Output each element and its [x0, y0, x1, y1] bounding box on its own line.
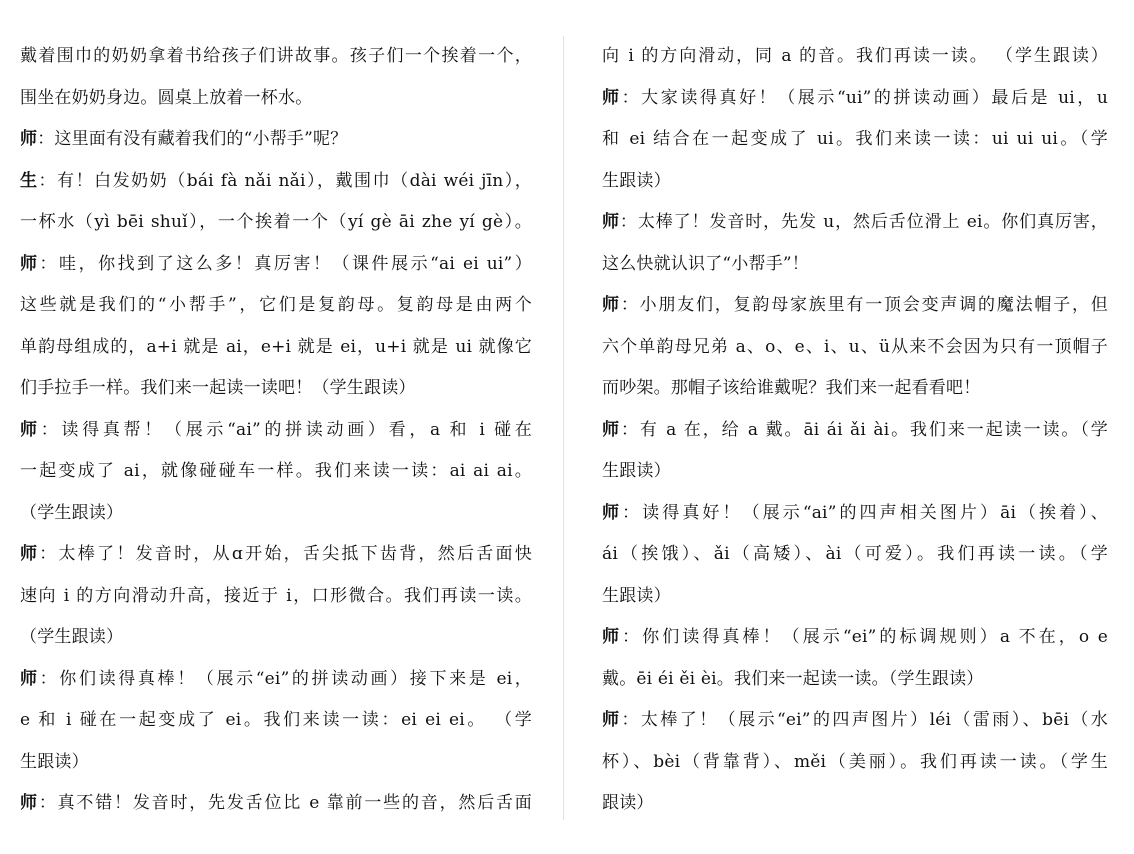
text-line [20, 700, 532, 742]
speaker-label: 师 [602, 627, 623, 647]
line-text: 和 ei 结合在一起变成了 ui。我们来读一读：ui ui ui。（学 [602, 129, 1108, 149]
text-line [20, 285, 532, 327]
text-line [602, 659, 1108, 701]
line-text: ái（挨饿）、ǎi（高矮）、ài（可爱）。我们再读一读。（学 [602, 544, 1108, 564]
speaker-label: 师 [602, 87, 622, 108]
speaker-label: 生 [20, 170, 39, 191]
text-line [602, 700, 1108, 742]
speaker-label: 师 [20, 419, 41, 440]
right-text-column [602, 36, 1108, 825]
text-line [20, 244, 532, 286]
line-text: ：读得真帮！（展示“ai”的拼读动画）看，a 和 i 碰在 [40, 419, 532, 440]
line-text: 戴着围巾的奶奶拿着书给孩子们讲故事。孩子们一个挨着一个， [20, 46, 532, 66]
line-text: （学生跟读） [20, 627, 124, 647]
line-text: 生跟读） [602, 585, 671, 606]
line-text: ：哇，你找到了这么多！真厉害！（课件展示“ai ei ui”） [39, 253, 532, 274]
line-text: （学生跟读） [20, 502, 124, 523]
text-line [602, 327, 1108, 369]
line-text: 向 i 的方向滑动，同 a 的音。我们再读一读。 （学生跟读） [602, 46, 1108, 66]
text-line [20, 617, 532, 659]
line-text: 一杯水（yì bēi shuǐ），一个挨着一个（yí gè āi zhe yí gè）。 [20, 212, 532, 232]
speaker-label: 师 [20, 793, 39, 813]
text-line [20, 742, 532, 784]
line-text: 生跟读） [602, 170, 671, 191]
speaker-label: 师 [602, 212, 620, 232]
text-line [20, 659, 532, 701]
line-text: ：你们读得真棒！（展示“ei”的标调规则）a 不在，o e [622, 627, 1108, 647]
line-text: ：你们读得真棒！（展示“ei”的拼读动画）接下来是 ei， [39, 668, 532, 689]
text-line [602, 368, 1108, 410]
line-text: 这么快就认识了“小帮手”！ [602, 253, 809, 274]
line-text: ：太棒了！（展示“ei”的四声图片）léi（雷雨）、bēi（水 [621, 710, 1108, 730]
line-text: ：小朋友们，复韵母家族里有一顶会变声调的魔法帽子，但 [620, 295, 1108, 315]
text-line [20, 410, 532, 452]
speaker-label: 师 [602, 710, 622, 730]
speaker-label: 师 [20, 129, 38, 149]
line-text: 而吵架。那帽子该给谁戴呢？我们来一起看看吧！ [602, 378, 981, 398]
line-text: 单韵母组成的，a+i 就是 ai，e+i 就是 ei，u+i 就是 ui 就像它 [20, 336, 532, 357]
text-line [602, 36, 1108, 78]
text-line [20, 78, 532, 120]
speaker-label: 师 [20, 253, 40, 274]
speaker-label: 师 [20, 668, 40, 689]
text-line [20, 368, 532, 410]
text-line [602, 244, 1108, 286]
speaker-label: 师 [602, 419, 621, 440]
text-line [20, 327, 532, 369]
line-text: 六个单韵母兄弟 a、o、e、i、u、ü从来不会因为只有一顶帽子 [602, 336, 1108, 357]
line-text: 们手拉手一样。我们来一起读一读吧！（学生跟读） [20, 378, 416, 398]
speaker-label: 师 [602, 295, 621, 315]
text-line [602, 742, 1108, 784]
line-text: 杯）、bèi（背靠背）、měi（美丽）。我们再读一读。（学生 [602, 751, 1108, 772]
speaker-label: 师 [602, 502, 623, 523]
text-line [602, 617, 1108, 659]
line-text: 生跟读） [20, 751, 89, 772]
text-line [20, 783, 532, 825]
text-line [602, 534, 1108, 576]
line-text: ：大家读得真好！（展示“ui”的拼读动画）最后是 ui，u [621, 87, 1108, 108]
text-line [20, 534, 532, 576]
text-line [602, 451, 1108, 493]
text-line [20, 119, 532, 161]
line-text: ：读得真好！（展示“ai”的四声相关图片）āi（挨着）、 [622, 502, 1108, 523]
text-line [20, 576, 532, 618]
speaker-label: 师 [20, 544, 40, 564]
line-text: 速向 i 的方向滑动升高，接近于 i，口形微合。我们再读一读。 [20, 585, 532, 606]
line-text: e 和 i 碰在一起变成了 ei。我们来读一读：ei ei ei。 （学 [20, 710, 532, 730]
text-line [20, 493, 532, 535]
text-line [602, 202, 1108, 244]
line-text: ：有！白发奶奶（bái fà nǎi nǎi），戴围巾（dài wéi jīn）， [38, 170, 532, 191]
text-line [20, 451, 532, 493]
text-line [602, 576, 1108, 618]
line-text: 一起变成了 ai，就像碰碰车一样。我们来读一读：ai ai ai。 [20, 461, 532, 481]
line-text: 跟读） [602, 793, 654, 813]
text-line [602, 78, 1108, 120]
text-line [602, 119, 1108, 161]
text-line [20, 36, 532, 78]
line-text: 围坐在奶奶身边。圆桌上放着一杯水。 [20, 87, 313, 108]
text-line [20, 202, 532, 244]
text-line [602, 783, 1108, 825]
line-text: ：有 a 在，给 a 戴。āi ái ǎi ài。我们来一起读一读。（学 [620, 419, 1108, 440]
text-line [602, 493, 1108, 535]
left-text-column [20, 36, 532, 825]
text-line [602, 285, 1108, 327]
column-divider [563, 36, 564, 820]
line-text: 生跟读） [602, 461, 671, 481]
line-text: ：真不错！发音时，先发舌位比 e 靠前一些的音，然后舌面 [38, 793, 532, 813]
text-line [20, 161, 532, 203]
line-text: 这些就是我们的“小帮手”，它们是复韵母。复韵母是由两个 [20, 295, 532, 315]
line-text: ：太棒了！发音时，先发 u，然后舌位滑上 ei。你们真厉害， [619, 212, 1108, 232]
line-text: ：这里面有没有藏着我们的“小帮手”呢？ [37, 129, 348, 149]
line-text: ：太棒了！发音时，从ɑ开始，舌尖抵下齿背，然后舌面快 [39, 544, 532, 564]
line-text: 戴。ēi éi ěi èi。我们来一起读一读。（学生跟读） [602, 668, 984, 689]
text-line [602, 161, 1108, 203]
text-line [602, 410, 1108, 452]
